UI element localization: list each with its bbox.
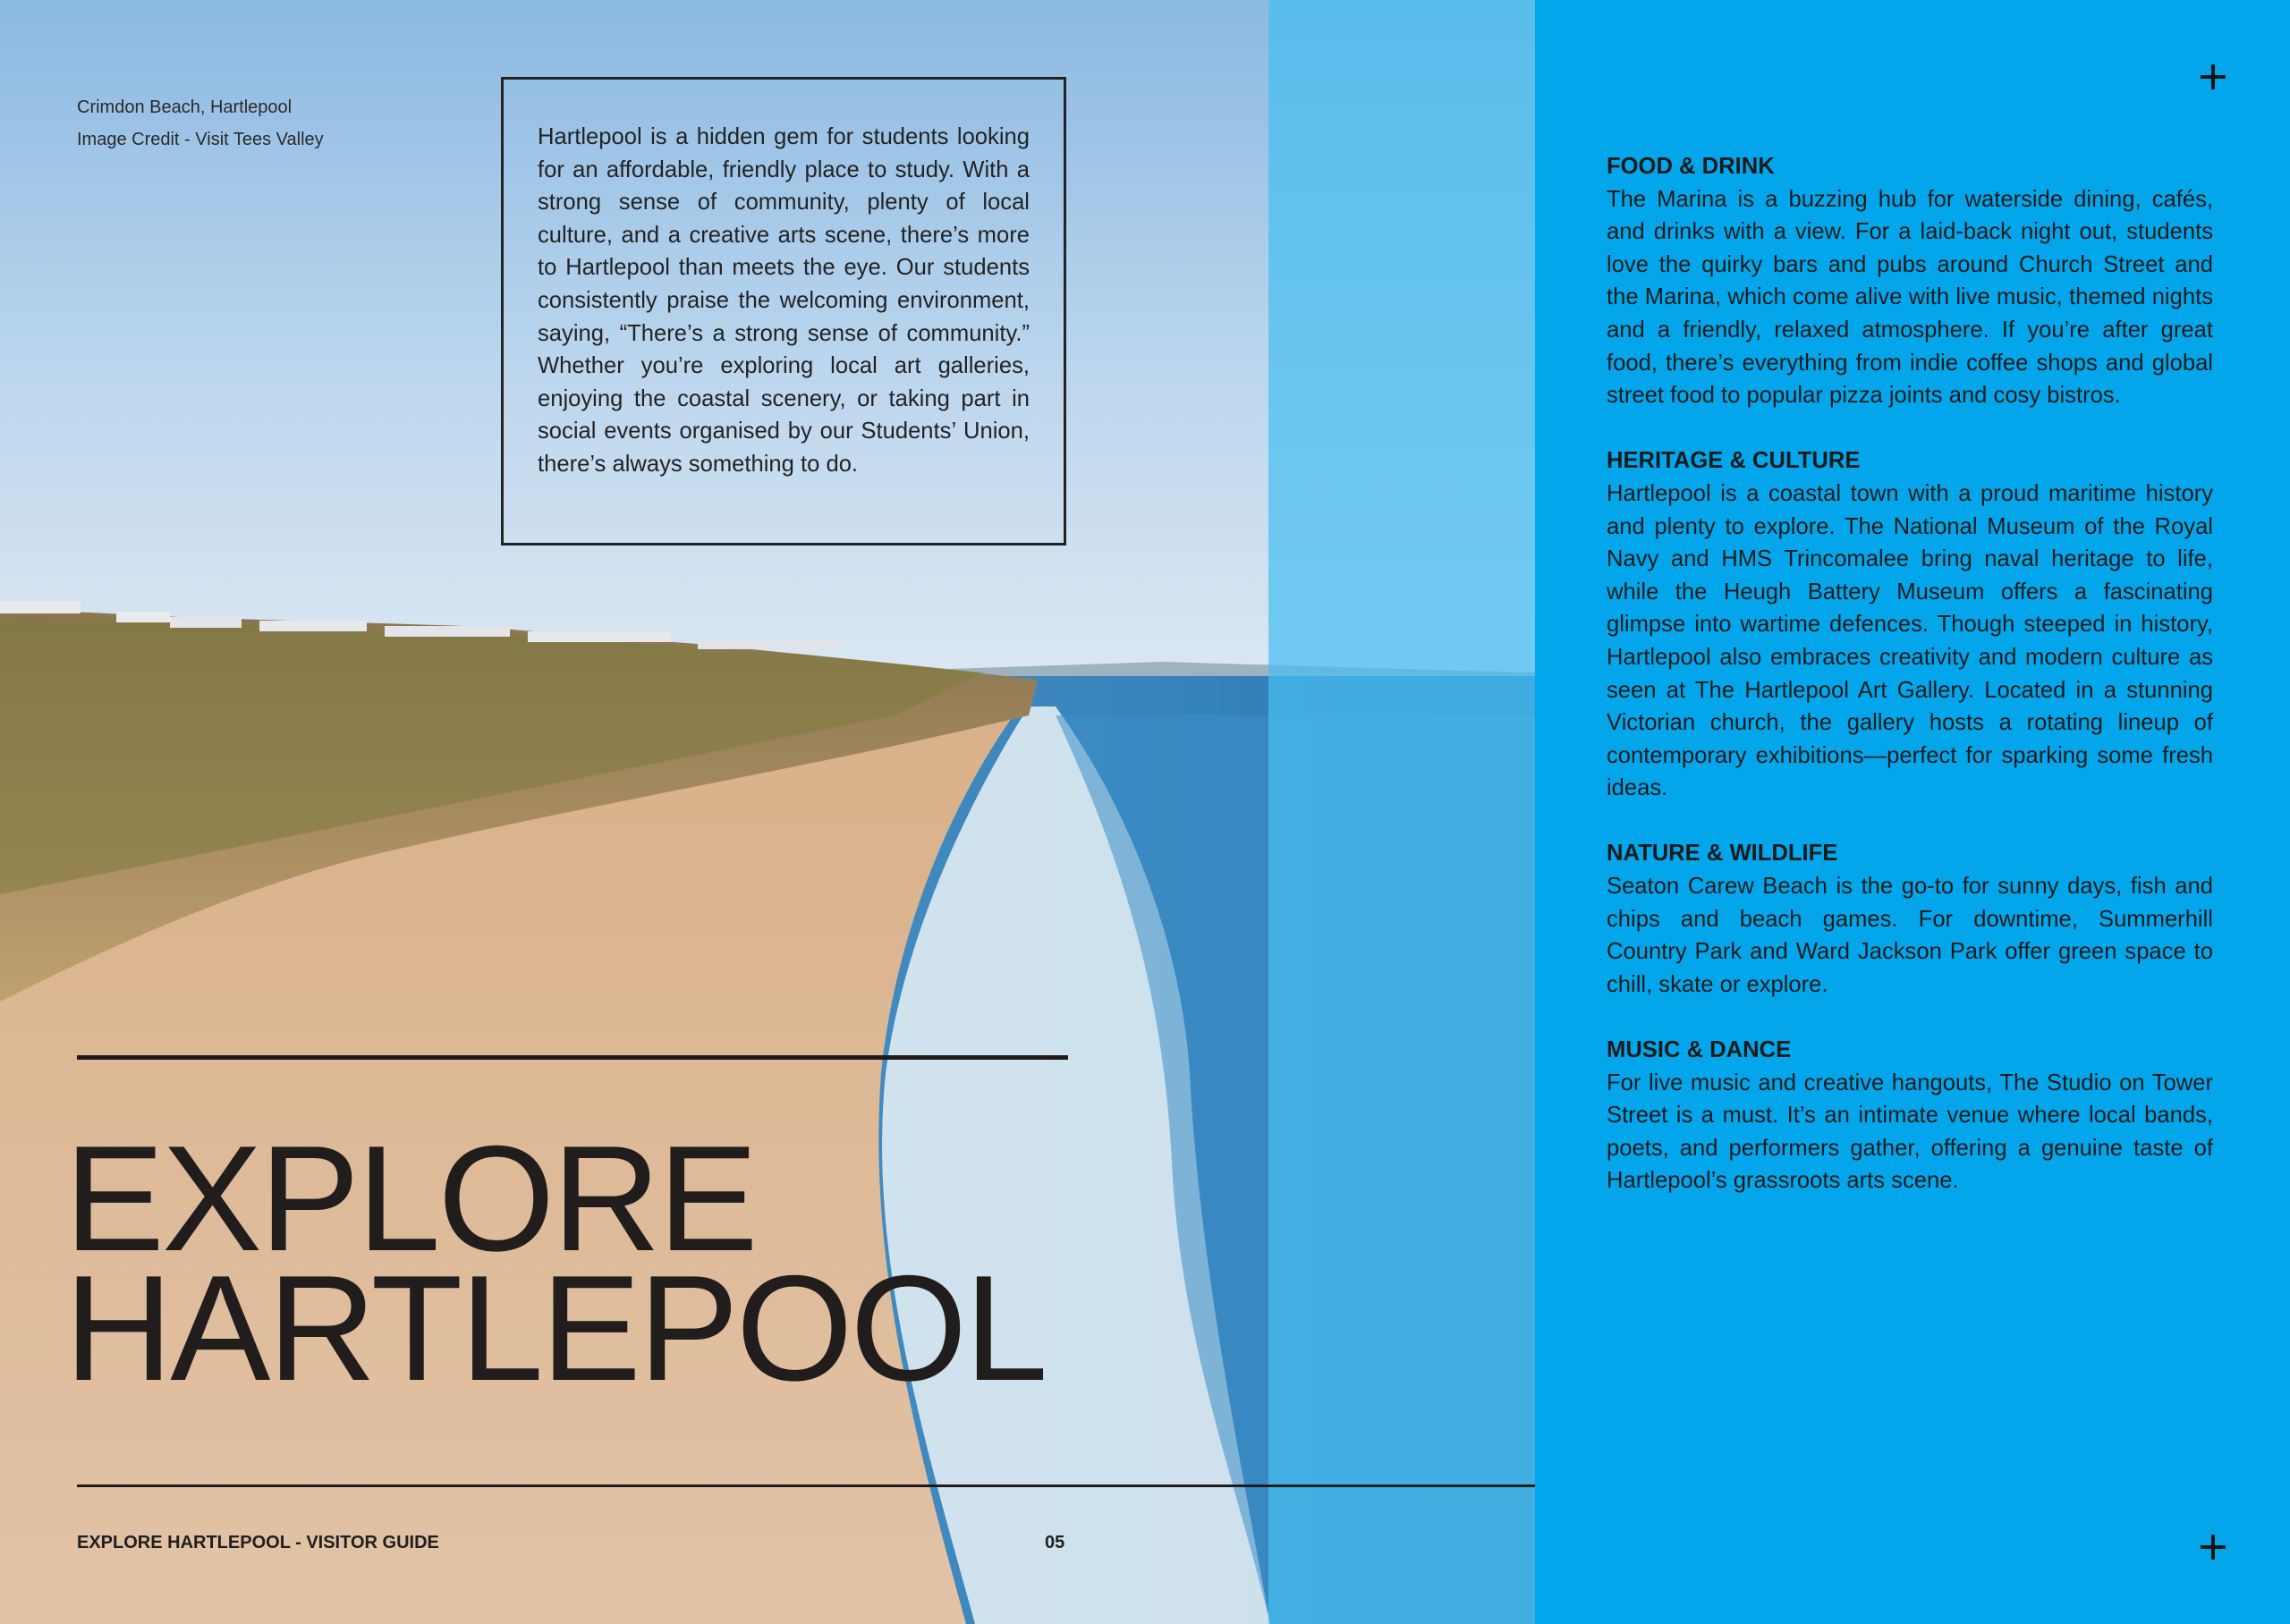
blue-tint-overlay bbox=[1268, 0, 1535, 1624]
section-heading: FOOD & DRINK bbox=[1607, 154, 1775, 179]
plus-icon bbox=[2201, 1535, 2226, 1560]
caption-credit: Image Credit - Visit Tees Valley bbox=[77, 130, 324, 149]
section-heading: NATURE & WILDLIFE bbox=[1607, 841, 1838, 867]
section-body: The Marina is a buzzing hub for waterside dining, cafés, and drinks with a view. For a laid-back night out, students love the quirky bars and pubs around Church Street and the Marina, which come alive with live music, themed nights and a friendly, relaxed atmosphere. If you’re after great food, there’s everything from indie coffee shops and global street food to popular pizza joints and cosy bistros. bbox=[1607, 186, 2213, 409]
section-body: For live music and creative hangouts, The Studio on Tower Street is a must. It’s an intimate venue where local bands, poets, and performers gather, offering a genuine taste of Hartlepool’s grassroots arts scene. bbox=[1607, 1070, 2213, 1194]
section-music-dance bbox=[1607, 1034, 2213, 1197]
section-heritage-culture bbox=[1607, 444, 2213, 805]
title-line-2: HARTLEPOOL bbox=[64, 1244, 1046, 1412]
plus-icon bbox=[2201, 64, 2226, 89]
intro-box bbox=[501, 77, 1066, 546]
section-list bbox=[1607, 150, 2213, 1231]
page-title bbox=[64, 1114, 1046, 1412]
page-number: 05 bbox=[1045, 1533, 1065, 1552]
caption-location: Crimdon Beach, Hartlepool bbox=[77, 97, 293, 117]
photo-caption bbox=[77, 91, 324, 156]
footer-rule bbox=[77, 1484, 1535, 1487]
section-body: Hartlepool is a coastal town with a proud maritime history and plenty to explore. The National Museum of the Royal Navy and HMS Trincomalee bring naval heritage to life, while the Heugh Battery Museum offers a fascinating glimpse into wartime defences. Though steeped in history, Hartlepool also embraces creativity and modern culture as seen at The Hartlepool Art Gallery. Located in a stunning Victorian church, the gallery hosts a rotating lineup of contemporary exhibitions—perfect for sparking some fresh ideas. bbox=[1607, 480, 2213, 801]
section-nature-wildlife bbox=[1607, 837, 2213, 1001]
title-top-rule bbox=[77, 1055, 1068, 1060]
section-food-drink bbox=[1607, 150, 2213, 412]
section-heading: MUSIC & DANCE bbox=[1607, 1037, 1792, 1063]
title-line-1: EXPLORE bbox=[64, 1114, 756, 1282]
guide-label: EXPLORE HARTLEPOOL - VISITOR GUIDE bbox=[77, 1533, 439, 1552]
intro-text: Hartlepool is a hidden gem for students looking for an affordable, friendly place to study. With a strong sense of community, plenty of local culture, and a creative arts scene, there’s more to Hartlepool than meets the eye. Our students consistently praise the welcoming environment, saying, “There’s a strong sense of community.” Whether you’re exploring local art galleries, enjoying the coastal scenery, or taking part in social events organised by our Students’ Union, there’s always something to do. bbox=[538, 124, 1030, 477]
section-heading: HERITAGE & CULTURE bbox=[1607, 448, 1861, 474]
section-body: Seaton Carew Beach is the go-to for sunny days, fish and chips and beach games. For downtime, Summerhill Country Park and Ward Jackson Park offer green space to chill, skate or explore. bbox=[1607, 874, 2213, 997]
